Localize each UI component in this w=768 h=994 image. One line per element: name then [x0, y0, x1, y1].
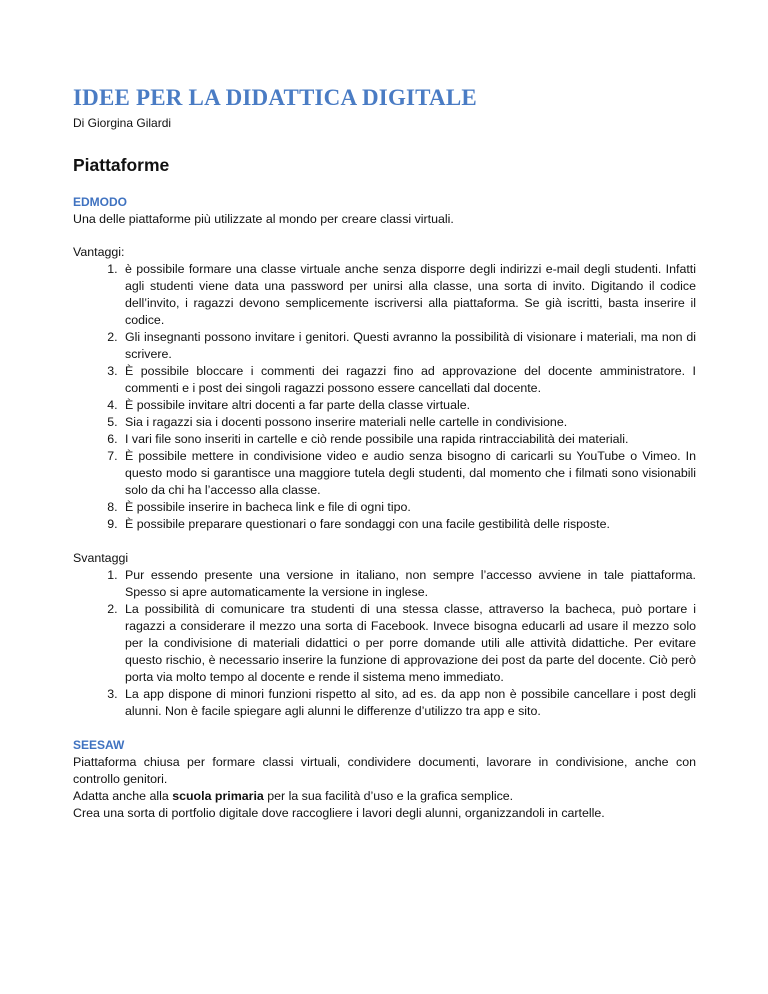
advantages-list — [73, 261, 696, 533]
seesaw-portfolio: Crea una sorta di portfolio digitale dove raccogliere i lavori degli alunni, organizzandoli in cartelle. — [73, 806, 605, 820]
edmodo-intro: Una delle piattaforme più utilizzate al mondo per creare classi virtuali. — [73, 212, 454, 226]
document-author: Di Giorgina Gilardi — [73, 116, 172, 130]
advantage-item: 9. È possibile preparare questionari o fare sondaggi con una facile gestibilità delle risposte. — [121, 516, 696, 533]
advantage-item: 6. I vari file sono inseriti in cartelle e ciò rende possibile una rapida rintracciabilità dei materiali. — [121, 431, 696, 448]
seesaw-suitability-text-start: Adatta anche alla — [73, 789, 173, 803]
section-heading-piattaforme: Piattaforme — [73, 155, 170, 175]
disadvantage-item: 1. Pur essendo presente una versione in italiano, non sempre l’accesso avviene in tale piattaforma. Spesso si apre automaticamente la versione in inglese. — [121, 567, 696, 601]
advantage-item: 3. È possibile bloccare i commenti dei ragazzi fino ad approvazione del docente amministratore. I commenti e i post dei singoli ragazzi possono essere cancellati dal docente. — [121, 363, 696, 397]
advantages-label: Vantaggi: — [73, 245, 125, 259]
document-page — [73, 84, 696, 822]
disadvantage-item: 2. La possibilità di comunicare tra studenti di una stessa classe, attraverso la bacheca, può portare i ragazzi a considerare il mezzo una sorta di Facebook. Invece bisogna educarli ad usare il mezzo solo per la condivisione di materiali didattici o per porre domande utili alle attività didattiche. Per evitare questo rischio, è necessario inserire la funzione di approvazione dei post da parte del docente. Ciò però porta via molto tempo al docente e rende il sistema meno immediato. — [121, 601, 696, 686]
document-title: IDEE PER LA DIDATTICA DIGITALE — [73, 85, 477, 110]
advantage-item: 1. è possibile formare una classe virtuale anche senza disporre degli indirizzi e-mail degli studenti. Infatti agli studenti viene data una password per unirsi alla classe, una sorta di invito. Digitando il codice dell’invito, i ragazzi devono semplicemente iscriversi alla piattaforma. Se già iscritti, basta inserire il codice. — [121, 261, 696, 329]
seesaw-primary-school-emphasis: scuola primaria — [172, 789, 264, 803]
disadvantages-list — [73, 567, 696, 720]
advantage-item: 4. È possibile invitare altri docenti a far parte della classe virtuale. — [121, 397, 696, 414]
platform-heading-edmodo: EDMODO — [73, 195, 127, 209]
disadvantages-label: Svantaggi — [73, 551, 129, 565]
platform-heading-seesaw: SEESAW — [73, 738, 125, 752]
advantage-item: 2. Gli insegnanti possono invitare i genitori. Questi avranno la possibilità di visionare i materiali, ma non di scrivere. — [121, 329, 696, 363]
advantage-item: 7. È possibile mettere in condivisione video e audio senza bisogno di caricarli su YouTube o Vimeo. In questo modo si garantisce una maggiore tutela degli studenti, dal momento che i filmati sono visionabili solo da chi ha l’accesso alla classe. — [121, 448, 696, 499]
seesaw-description: Piattaforma chiusa per formare classi virtuali, condividere documenti, lavorare in condivisione, anche con controllo genitori. — [73, 755, 696, 786]
seesaw-suitability — [73, 788, 696, 805]
advantage-item: 5. Sia i ragazzi sia i docenti possono inserire materiali nelle cartelle in condivisione. — [121, 414, 696, 431]
seesaw-suitability-text-end: per la sua facilità d’uso e la grafica semplice. — [263, 789, 514, 803]
advantage-item: 8. È possibile inserire in bacheca link e file di ogni tipo. — [121, 499, 696, 516]
disadvantage-item: 3. La app dispone di minori funzioni rispetto al sito, ad es. da app non è possibile cancellare i post degli alunni. Non è facile spiegare agli alunni le differenze d’utilizzo tra app e sito. — [121, 686, 696, 720]
